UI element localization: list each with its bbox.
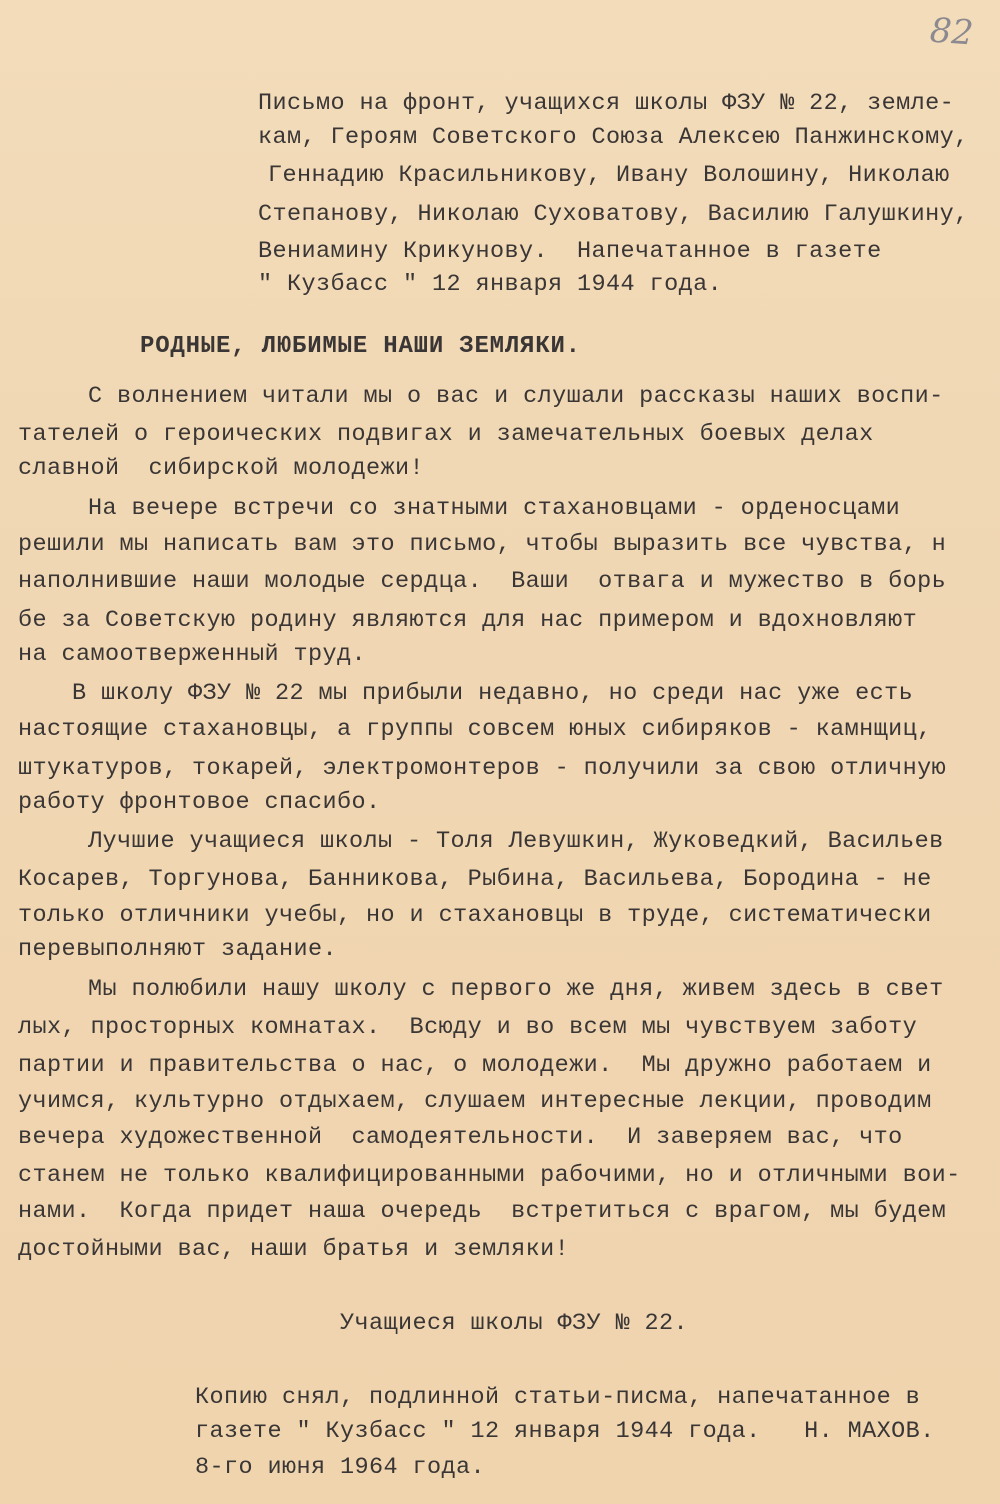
body-line-9: В школу ФЗУ № 22 мы прибыли недавно, но среди нас уже есть xyxy=(72,680,914,707)
header-line-1: Письмо на фронт, учащихся школы ФЗУ № 22, земле- xyxy=(258,90,955,117)
body-line-23: нами. Когда придет наша очередь встретиться с врагом, мы будем xyxy=(18,1198,947,1225)
handwritten-page-number: 82 xyxy=(928,10,975,54)
header-line-3: Геннадию Красильникову, Ивану Волошину, Николаю xyxy=(268,162,950,189)
body-line-6: наполнившие наши молодые сердца. Ваши отвага и мужество в борь xyxy=(18,568,947,595)
body-line-2: тателей о героических подвигах и замечательных боевых делах xyxy=(18,421,874,448)
body-line-10: настоящие стахановцы, а группы совсем юных сибиряков - камнщиц, xyxy=(18,716,932,743)
header-line-4: Степанову, Николаю Суховатову, Василию Галушкину, xyxy=(258,201,969,228)
copy-note-line-2: газете " Кузбасс " 12 января 1944 года. Н. МАХОВ. xyxy=(195,1418,935,1445)
body-line-21: вечера художественной самодеятельности. И заверяем вас, что xyxy=(18,1124,903,1151)
body-line-13: Лучшие учащиеся школы - Толя Левушкин, Жуковедкий, Васильев xyxy=(88,828,944,855)
header-line-2: кам, Героям Советского Союза Алексею Панжинскому, xyxy=(258,124,969,151)
body-line-20: учимся, культурно отдыхаем, слушаем интересные лекции, проводим xyxy=(18,1088,932,1115)
body-line-3: славной сибирской молодежи! xyxy=(18,455,425,482)
body-line-17: Мы полюбили нашу школу с первого же дня, живем здесь в свет xyxy=(88,976,944,1003)
signature-line: Учащиеся школы ФЗУ № 22. xyxy=(340,1310,689,1337)
body-line-24: достойными вас, наши братья и земляки! xyxy=(18,1236,570,1263)
body-line-1: С волнением читали мы о вас и слушали рассказы наших воспи- xyxy=(88,383,944,410)
body-line-14: Косарев, Торгунова, Банникова, Рыбина, Васильева, Бородина - не xyxy=(18,866,932,893)
salutation-heading: РОДНЫЕ, ЛЮБИМЫЕ НАШИ ЗЕМЛЯКИ. xyxy=(140,333,581,360)
body-line-11: штукатуров, токарей, электромонтеров - получили за свою отличную xyxy=(18,755,947,782)
body-line-8: на самоотверженный труд. xyxy=(18,641,367,668)
body-line-15: только отличники учебы, но и стахановцы в труде, систематически xyxy=(18,902,932,929)
body-line-19: партии и правительства о нас, о молодежи. Мы дружно работаем и xyxy=(18,1052,932,1079)
body-line-16: перевыполняют задание. xyxy=(18,936,338,963)
copy-note-line-3: 8-го июня 1964 года. xyxy=(195,1454,486,1481)
header-line-5: Вениамину Крикунову. Напечатанное в газете xyxy=(258,238,882,265)
body-line-7: бе за Советскую родину являются для нас примером и вдохновляют xyxy=(18,607,918,634)
body-line-12: работу фронтовое спасибо. xyxy=(18,789,381,816)
body-line-4: На вечере встречи со знатными стахановцами - орденосцами xyxy=(88,495,901,522)
body-line-18: лых, просторных комнатах. Всюду и во всем мы чувствуем заботу xyxy=(18,1014,918,1041)
copy-note-line-1: Копию снял, подлинной статьи-писма, напечатанное в xyxy=(195,1384,921,1411)
body-line-5: решили мы написать вам это письмо, чтобы выразить все чувства, н xyxy=(18,531,947,558)
body-line-22: станем не только квалифицированными рабочими, но и отличными вои- xyxy=(18,1162,961,1189)
header-line-6: " Кузбасс " 12 января 1944 года. xyxy=(258,271,723,298)
